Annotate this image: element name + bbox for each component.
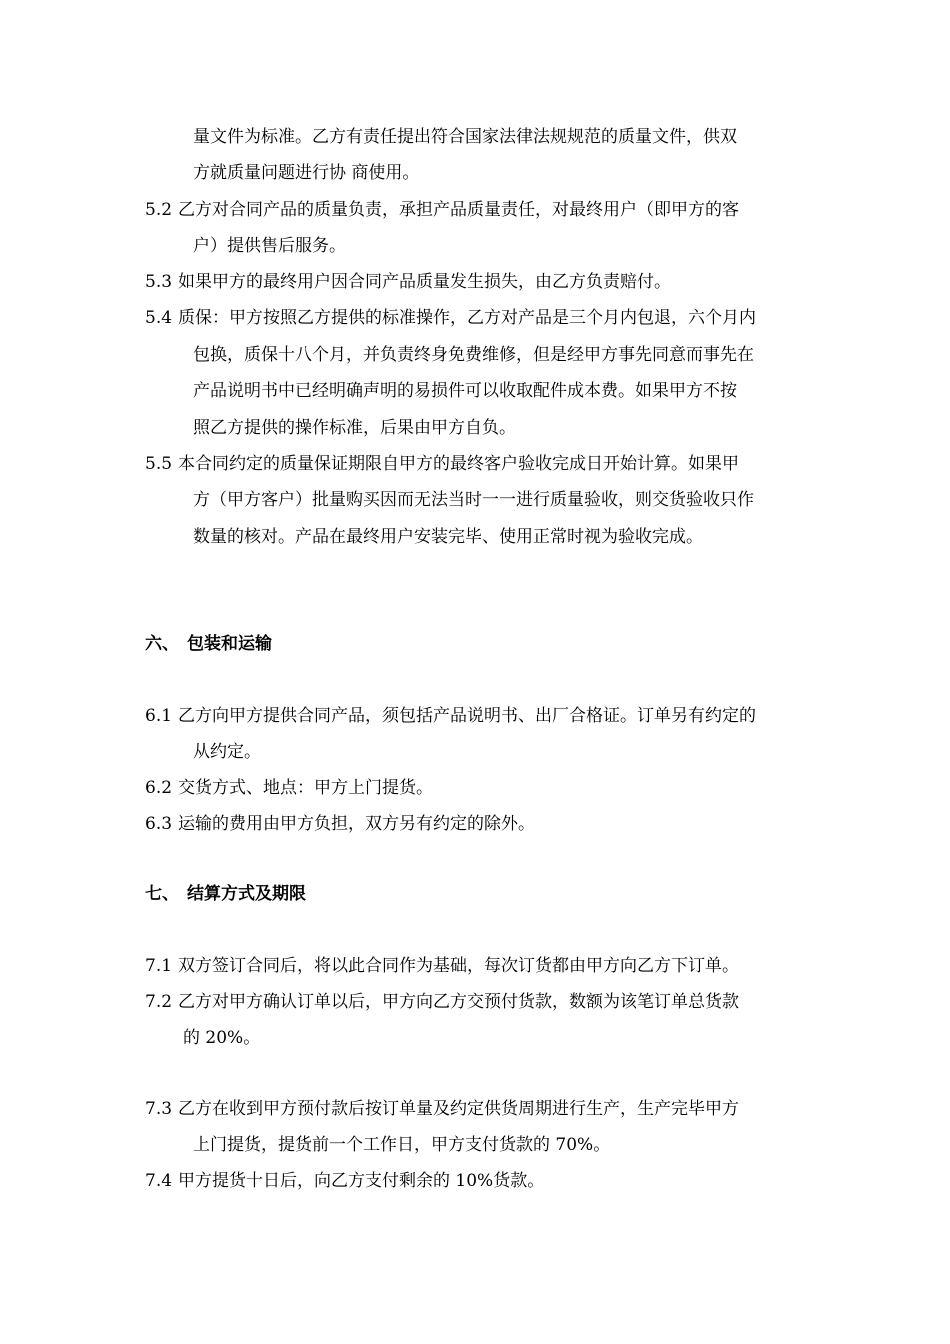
clause-7-2-line-2: 的 20%。 bbox=[183, 1028, 261, 1048]
clause-text: 交货方式、地点：甲方上门提货。 bbox=[178, 778, 433, 798]
clause-text: 运输的费用由甲方负担，双方另有约定的除外。 bbox=[178, 814, 535, 834]
clause-number: 7.3 bbox=[145, 1099, 173, 1119]
section-title: 包装和运输 bbox=[187, 634, 272, 654]
clause-7-1 bbox=[145, 954, 739, 978]
clause-5-3 bbox=[145, 270, 671, 294]
section-heading-6 bbox=[145, 632, 272, 656]
clause-text: 乙方对甲方确认订单以后，甲方向乙方交预付货款，数额为该笔订单总货款 bbox=[178, 992, 739, 1012]
clause-text: 甲方提货十日后，向乙方支付剩余的 10%货款。 bbox=[178, 1171, 545, 1191]
clause-text: 乙方对合同产品的质量负责，承担产品质量责任，对最终用户（即甲方的客 bbox=[178, 200, 739, 220]
clause-5-4-line-4: 照乙方提供的操作标准，后果由甲方自负。 bbox=[193, 418, 516, 438]
clause-6-2 bbox=[145, 776, 433, 800]
clause-6-3 bbox=[145, 812, 535, 836]
clause-6-1 bbox=[145, 704, 756, 728]
clause-text: 乙方在收到甲方预付款后按订单量及约定供货周期进行生产，生产完毕甲方 bbox=[178, 1099, 739, 1119]
clause-text: 质保：甲方按照乙方提供的标准操作，乙方对产品是三个月内包退，六个月内 bbox=[178, 308, 756, 328]
clause-number: 7.4 bbox=[145, 1171, 173, 1191]
clause-5-5-line-2: 方（甲方客户）批量购买因而无法当时一一进行质量验收，则交货验收只作 bbox=[193, 490, 754, 510]
clause-number: 6.2 bbox=[145, 778, 173, 798]
clause-number: 5.5 bbox=[145, 454, 173, 474]
clause-7-3-line-2: 上门提货，提货前一个工作日，甲方支付货款的 70%。 bbox=[193, 1135, 611, 1155]
section-title: 结算方式及期限 bbox=[187, 884, 306, 904]
clause-5-4-line-2: 包换，质保十八个月，并负责终身免费维修，但是经甲方事先同意而事先在 bbox=[193, 345, 754, 365]
clause-5-2-line-2: 户）提供售后服务。 bbox=[193, 236, 346, 256]
clause-7-2 bbox=[145, 990, 739, 1014]
clause-6-1-line-2: 从约定。 bbox=[193, 742, 261, 762]
clause-text: 本合同约定的质量保证期限自甲方的最终客户验收完成日开始计算。如果甲 bbox=[178, 454, 739, 474]
clause-5-4 bbox=[145, 306, 756, 330]
section-number: 六、 bbox=[145, 634, 179, 654]
clause-number: 5.4 bbox=[145, 308, 173, 328]
clause-number: 6.3 bbox=[145, 814, 173, 834]
clause-number: 5.3 bbox=[145, 272, 173, 292]
clause-number: 5.2 bbox=[145, 200, 173, 220]
clause-text: 双方签订合同后，将以此合同作为基础，每次订货都由甲方向乙方下订单。 bbox=[178, 956, 739, 976]
clause-5-5 bbox=[145, 452, 739, 476]
clause-text: 如果甲方的最终用户因合同产品质量发生损失，由乙方负责赔付。 bbox=[178, 272, 671, 292]
section-number: 七、 bbox=[145, 884, 179, 904]
clause-7-3 bbox=[145, 1097, 739, 1121]
clause-number: 7.1 bbox=[145, 956, 173, 976]
section-heading-7 bbox=[145, 882, 306, 906]
clause-7-4 bbox=[145, 1169, 544, 1193]
clause-text: 乙方向甲方提供合同产品，须包括产品说明书、出厂合格证。订单另有约定的 bbox=[178, 706, 756, 726]
clause-5-1-continuation-line-1: 量文件为标准。乙方有责任提出符合国家法律法规规范的质量文件，供双 bbox=[193, 127, 737, 147]
clause-5-5-line-3: 数量的核对。产品在最终用户安装完毕、使用正常时视为验收完成。 bbox=[193, 527, 703, 547]
clause-number: 6.1 bbox=[145, 706, 173, 726]
clause-5-2 bbox=[145, 198, 739, 222]
clause-number: 7.2 bbox=[145, 992, 173, 1012]
clause-5-1-continuation-line-2: 方就质量问题进行协 商使用。 bbox=[193, 163, 420, 183]
clause-5-4-line-3: 产品说明书中已经明确声明的易损件可以收取配件成本费。如果甲方不按 bbox=[193, 381, 737, 401]
